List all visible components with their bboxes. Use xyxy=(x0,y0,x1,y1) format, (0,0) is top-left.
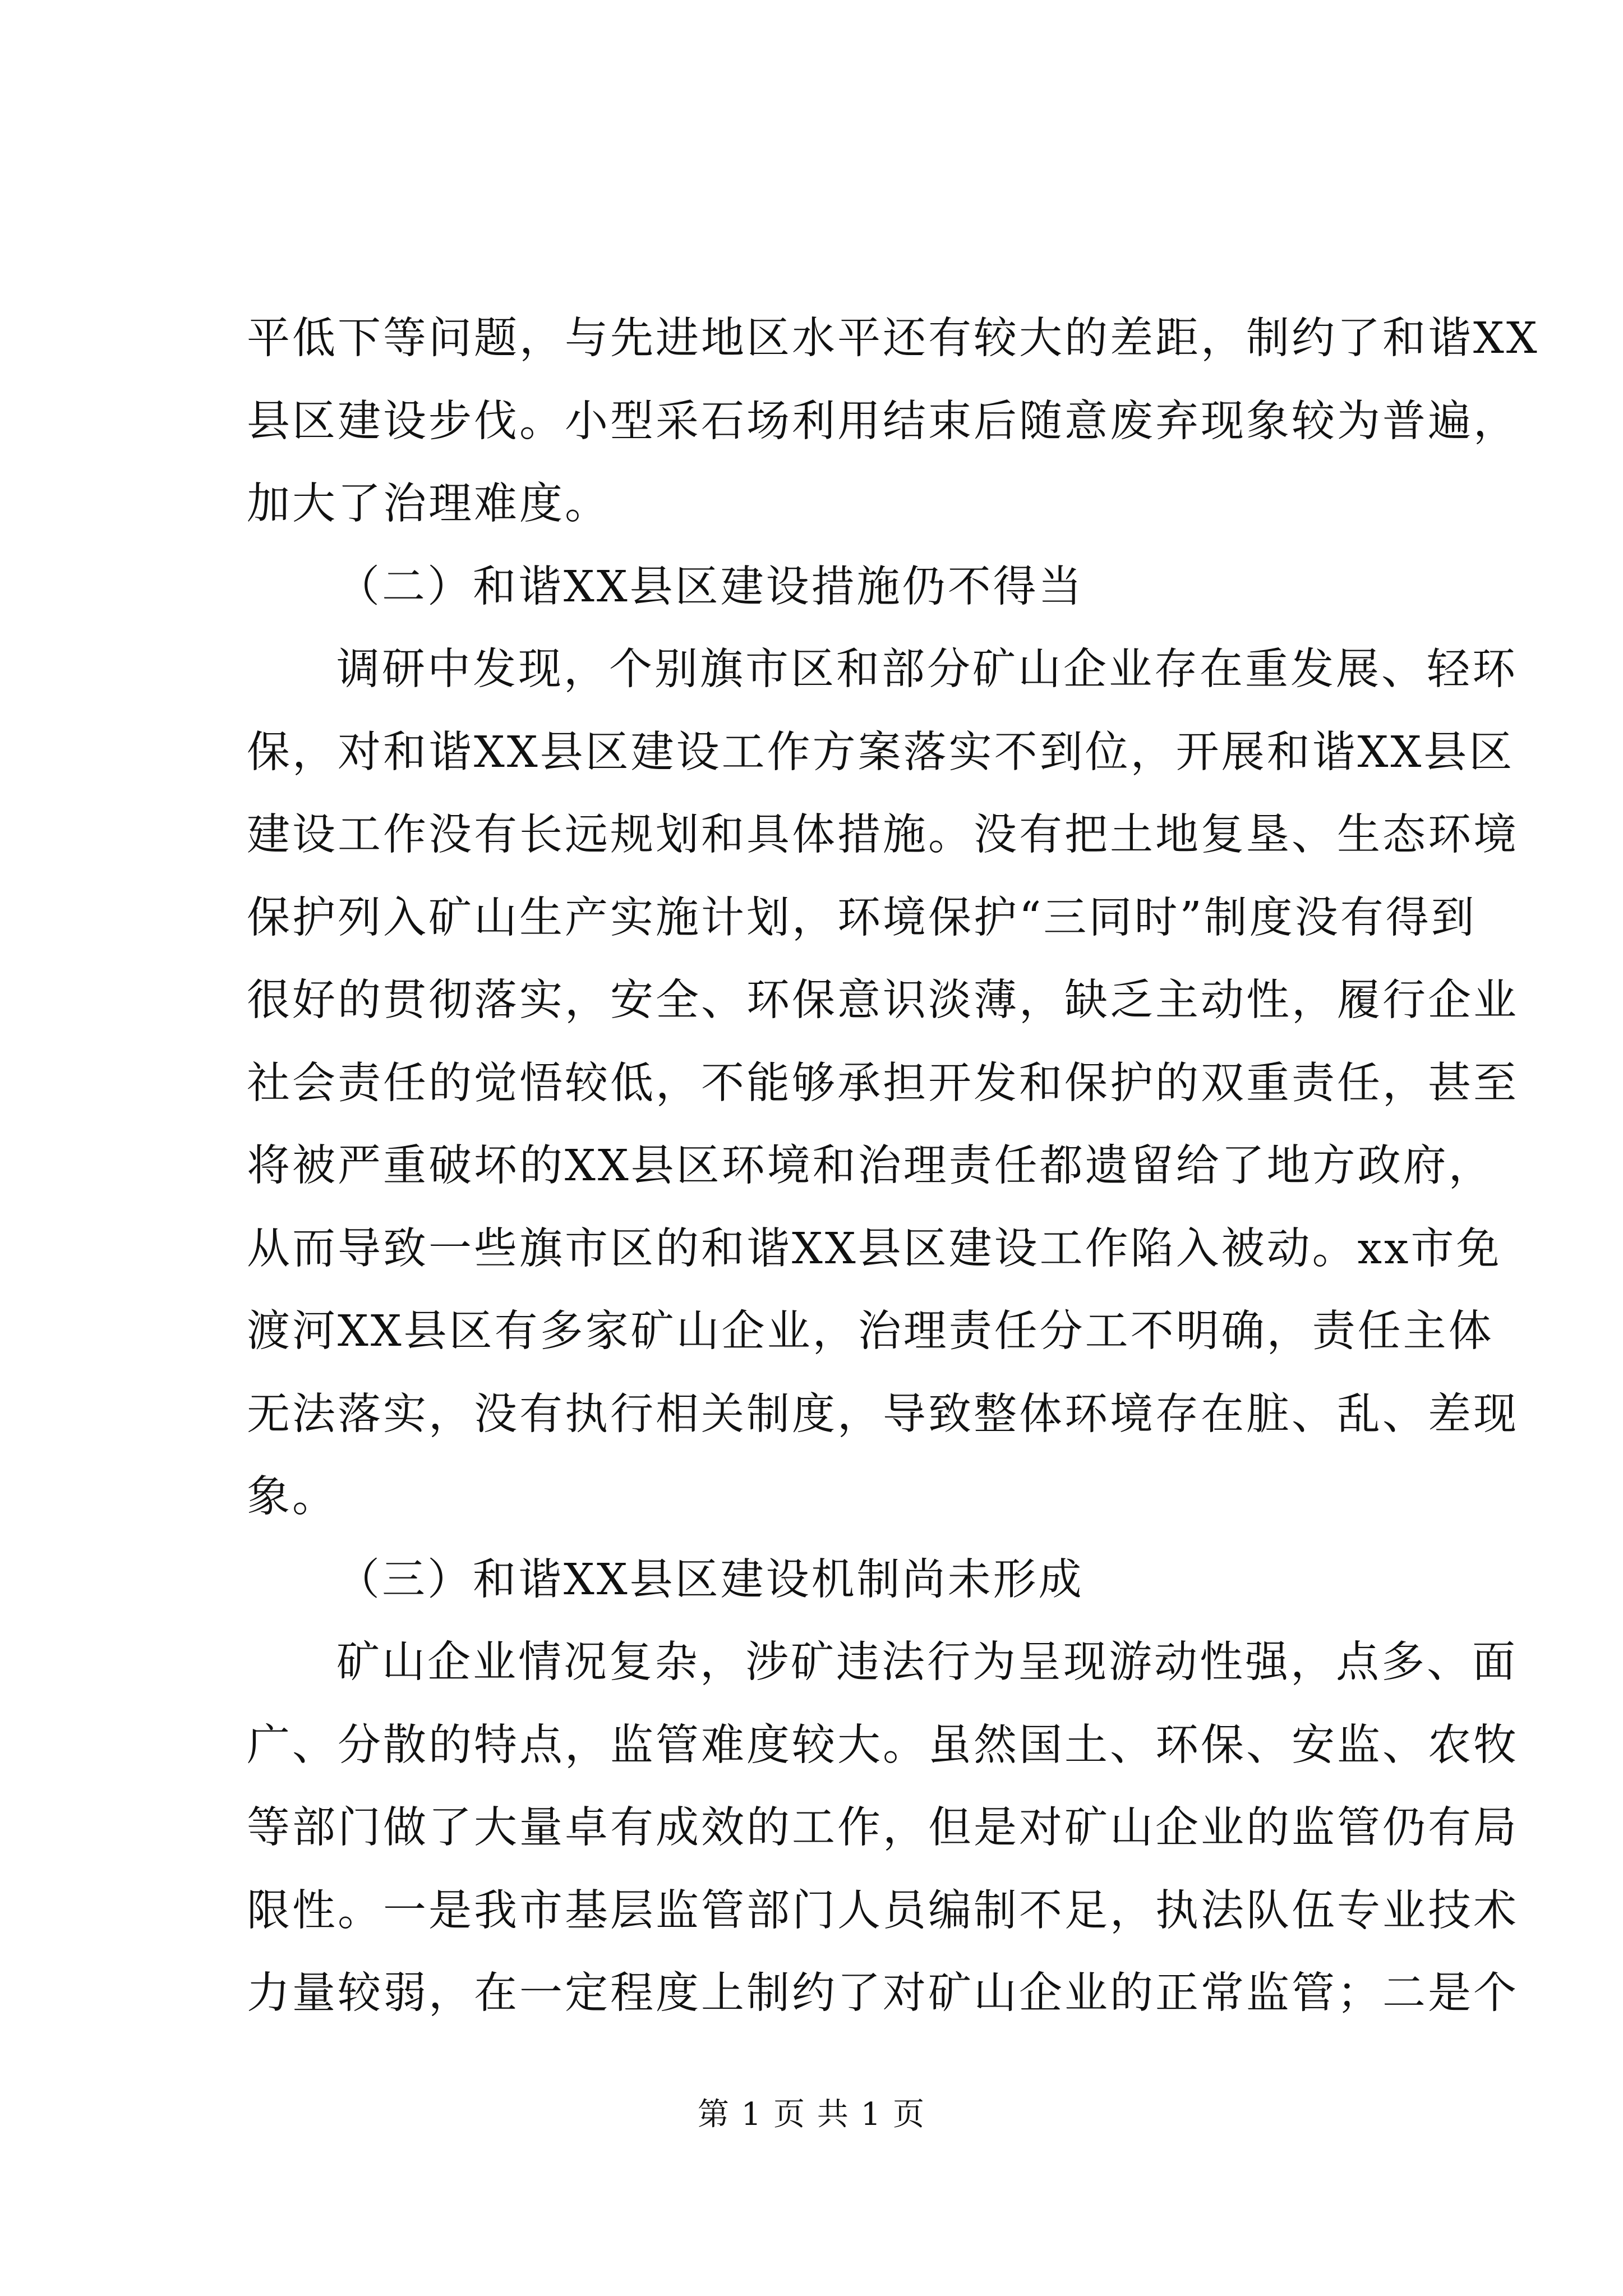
section-heading: （三）和谐XX县区建设机制尚未形成 xyxy=(336,1554,1084,1605)
paragraph-line: 将被严重破坏的XX县区环境和治理责任都遗留给了地方政府， xyxy=(247,1141,1494,1191)
paragraph-line: 等部门做了大量卓有成效的工作，但是对矿山企业的监管仍有局 xyxy=(247,1803,1519,1853)
paragraph-line: 县区建设步伐。小型采石场利用结束后随意废弃现象较为普遍， xyxy=(247,396,1519,447)
paragraph-line: 平低下等问题，与先进地区水平还有较大的差距，制约了和谐XX xyxy=(247,314,1539,364)
section-heading: （二）和谐XX县区建设措施仍不得当 xyxy=(336,562,1084,612)
paragraph-line: 象。 xyxy=(247,1472,338,1522)
paragraph-line: 力量较弱，在一定程度上制约了对矿山企业的正常监管；二是个 xyxy=(247,1968,1519,2018)
paragraph-line: 从而导致一些旗市区的和谐XX县区建设工作陷入被动。xx市免 xyxy=(247,1223,1502,1274)
paragraph-line: 调研中发现，个别旗市区和部分矿山企业存在重发展、轻环 xyxy=(336,645,1518,694)
paragraph-line: 很好的贯彻落实，安全、环保意识淡薄，缺乏主动性，履行企业 xyxy=(247,976,1519,1025)
paragraph-line: 社会责任的觉悟较低，不能够承担开发和保护的双重责任，甚至 xyxy=(247,1058,1519,1108)
paragraph-line: 渡河XX县区有多家矿山企业，治理责任分工不明确，责任主体 xyxy=(247,1306,1494,1356)
paragraph-line: 加大了治理难度。 xyxy=(247,479,610,529)
paragraph-line: 限性。一是我市基层监管部门人员编制不足，执法队伍专业技术 xyxy=(247,1885,1519,1936)
page-number-footer: 第 1 页 共 1 页 xyxy=(697,2096,926,2133)
paragraph-line: 矿山企业情况复杂，涉矿违法行为呈现游动性强，点多、面 xyxy=(336,1637,1518,1687)
body-text xyxy=(247,297,1539,2035)
paragraph-line: 无法落实，没有执行相关制度，导致整体环境存在脏、乱、差现 xyxy=(247,1389,1519,1439)
paragraph-line: 保，对和谐XX县区建设工作方案落实不到位，开展和谐XX县区 xyxy=(247,727,1515,777)
paragraph-line: 广、分散的特点，监管难度较大。虽然国土、环保、安监、农牧 xyxy=(247,1720,1519,1770)
paragraph-line: 保护列入矿山生产实施计划，环境保护“三同时”制度没有得到 xyxy=(247,892,1477,943)
paragraph-line: 建设工作没有长远规划和具体措施。没有把土地复垦、生态环境 xyxy=(247,810,1519,860)
